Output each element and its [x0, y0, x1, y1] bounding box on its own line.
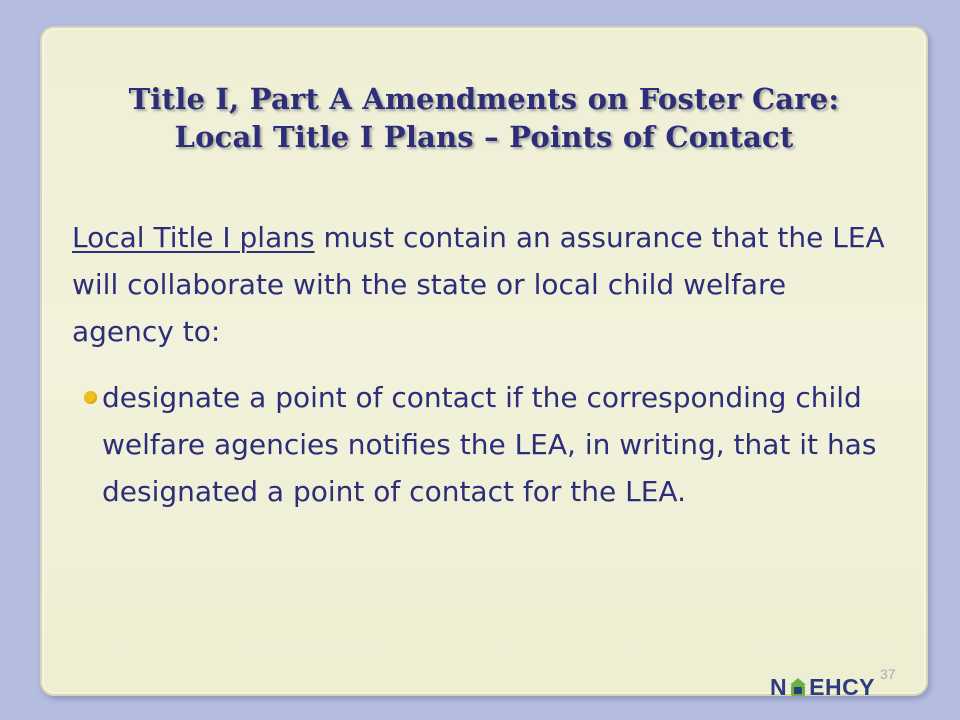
slide-title: [40, 80, 928, 156]
intro-paragraph: [72, 214, 892, 355]
intro-underlined-phrase: Local Title I plans: [72, 221, 315, 254]
bullet-item: [72, 374, 902, 515]
page-number: 37: [880, 666, 896, 682]
title-line-1: Title I, Part A Amendments on Foster Care:: [128, 82, 840, 116]
nchehcy-logo: [770, 674, 875, 700]
intro-text: must contain an assurance that the LEA will collaborate with the state or local child welfare agency to:: [72, 221, 885, 348]
bullet-text: designate a point of contact if the corresponding child welfare agencies notifies the LEA, in writing, that it has designated a point of contact for the LEA.: [102, 381, 877, 508]
logo-house-icon: [789, 677, 807, 697]
logo-suffix: EHCY: [809, 673, 876, 700]
logo-prefix: N: [770, 673, 788, 700]
title-line-2: Local Title I Plans – Points of Contact: [174, 120, 794, 154]
bullet-dot-icon: [84, 391, 97, 404]
